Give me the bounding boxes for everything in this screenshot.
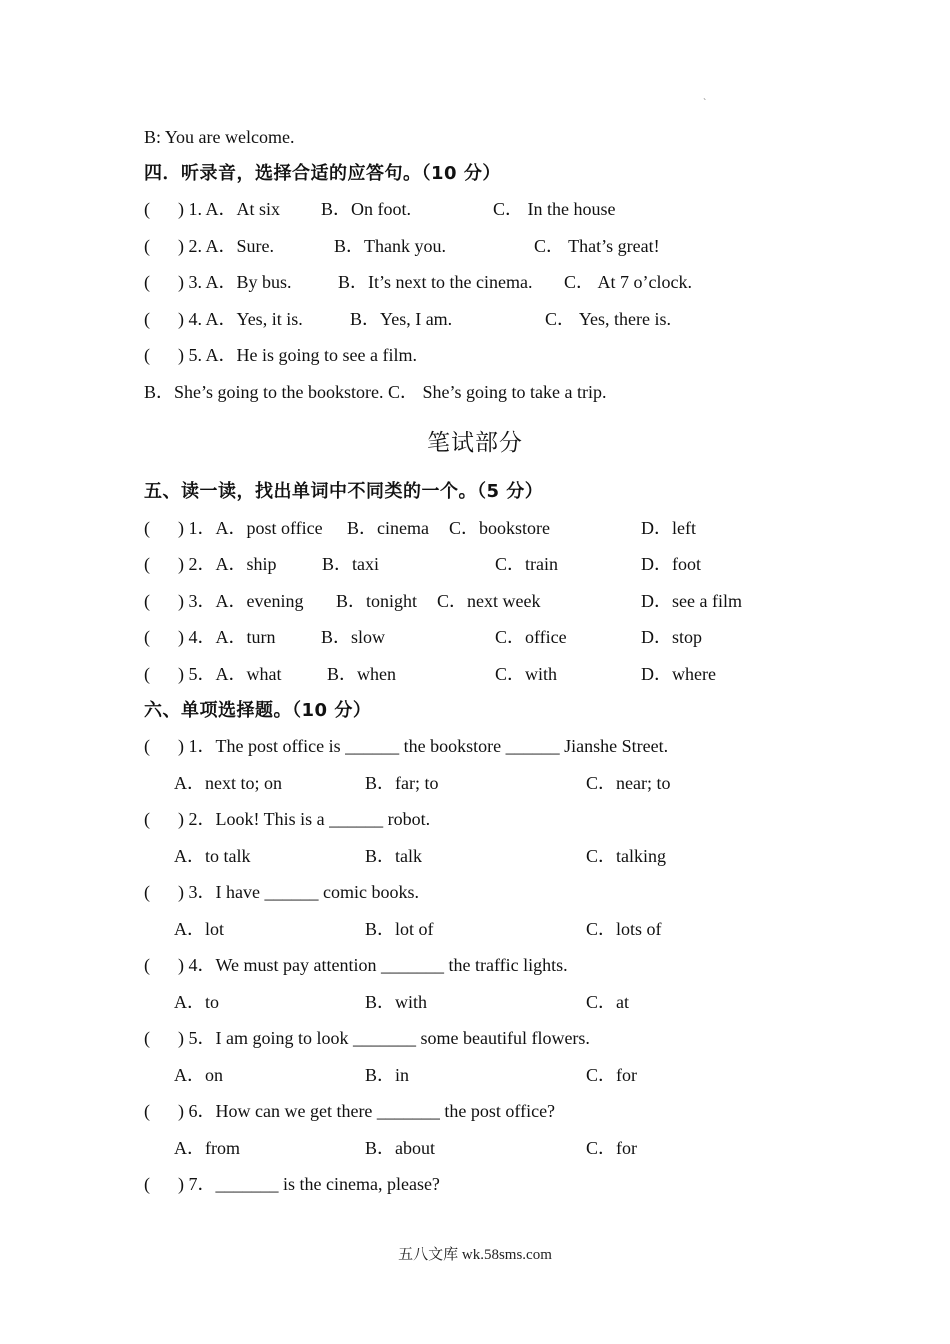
question-option-a: ) 4．A．turn	[178, 627, 276, 647]
question-text: ) 6．How can we get there _______ the post office?	[178, 1101, 556, 1121]
answer-paren: (	[144, 1028, 150, 1048]
answer-paren: (	[144, 199, 150, 219]
answer-paren: (	[144, 627, 150, 647]
question-text: ) 5．I am going to look _______ some beautiful flowers.	[178, 1028, 590, 1048]
answer-paren: (	[144, 882, 150, 902]
option-b: B．about	[365, 1138, 435, 1158]
answer-paren: (	[144, 236, 150, 256]
question-option-a: ) 1. A．At six	[178, 199, 281, 219]
option-b-c: B．She’s going to the bookstore. C． She’s going to take a trip.	[144, 382, 607, 402]
option-c: C．train	[495, 554, 558, 574]
option-d: D．stop	[641, 627, 703, 647]
section4-heading: 四．听录音，选择合适的应答句。（10 分）	[144, 163, 501, 184]
top-answer-line: B: You are welcome.	[144, 127, 295, 147]
option-b: B．talk	[365, 846, 422, 866]
answer-paren: (	[144, 518, 150, 538]
answer-paren: (	[144, 345, 150, 365]
question-option-a: ) 2．A．ship	[178, 554, 277, 574]
option-a: A．on	[174, 1065, 223, 1085]
option-b: B．slow	[321, 627, 386, 647]
option-b: B．On foot.	[321, 199, 411, 219]
option-c: C． At 7 o’clock.	[564, 272, 692, 292]
option-a: A．lot	[174, 919, 225, 939]
question-option-a: ) 3. A．By bus.	[178, 272, 292, 292]
option-c: C． In the house	[493, 199, 616, 219]
written-part-title: 笔试部分	[427, 430, 523, 456]
answer-paren: (	[144, 1174, 150, 1194]
option-b: B．Thank you.	[334, 236, 446, 256]
option-d: D．see a film	[641, 591, 742, 611]
answer-paren: (	[144, 955, 150, 975]
option-c: C．with	[495, 664, 558, 684]
option-b: B．taxi	[322, 554, 379, 574]
answer-paren: (	[144, 809, 150, 829]
option-b: B．tonight	[336, 591, 418, 611]
question-text: ) 4．We must pay attention _______ the traffic lights.	[178, 955, 568, 975]
answer-paren: (	[144, 664, 150, 684]
option-a: A．to	[174, 992, 219, 1012]
option-d: D．foot	[641, 554, 701, 574]
question-option-a: ) 1．A．post office	[178, 518, 323, 538]
option-c: C． That’s great!	[534, 236, 660, 256]
option-c: C．for	[586, 1065, 637, 1085]
option-b: B．lot of	[365, 919, 434, 939]
option-d: D．left	[641, 518, 696, 538]
question-text: ) 7．_______ is the cinema, please?	[178, 1174, 440, 1194]
answer-paren: (	[144, 554, 150, 574]
option-c: C．lots of	[586, 919, 662, 939]
section6-heading: 六、单项选择题。（10 分）	[144, 700, 372, 721]
answer-paren: (	[144, 736, 150, 756]
question-option-a: ) 4. A．Yes, it is.	[178, 309, 303, 329]
option-c: C．for	[586, 1138, 637, 1158]
option-b: B．with	[365, 992, 428, 1012]
answer-paren: (	[144, 591, 150, 611]
option-c: C．office	[495, 627, 567, 647]
section5-heading: 五、读一读，找出单词中不同类的一个。（5 分）	[144, 481, 544, 502]
question-option-a: ) 5．A．what	[178, 664, 282, 684]
option-c: C． Yes, there is.	[545, 309, 672, 329]
question-option-a: ) 5. A．He is going to see a film.	[178, 345, 417, 365]
option-b: B．far; to	[365, 773, 439, 793]
option-b: B．It’s next to the cinema.	[338, 272, 533, 292]
question-text: ) 1．The post office is ______ the bookstore ______ Jianshe Street.	[178, 736, 669, 756]
option-b: B．when	[327, 664, 396, 684]
option-c: C．bookstore	[449, 518, 550, 538]
question-text: ) 3．I have ______ comic books.	[178, 882, 419, 902]
answer-paren: (	[144, 272, 150, 292]
option-b: B．Yes, I am.	[350, 309, 453, 329]
option-c: C．at	[586, 992, 629, 1012]
answer-paren: (	[144, 1101, 150, 1121]
option-d: D．where	[641, 664, 716, 684]
option-b: B．cinema	[347, 518, 429, 538]
option-c: C．next week	[437, 591, 541, 611]
question-option-a: ) 3．A．evening	[178, 591, 304, 611]
option-c: C．talking	[586, 846, 666, 866]
option-a: A．from	[174, 1138, 240, 1158]
option-a: A．to talk	[174, 846, 251, 866]
answer-paren: (	[144, 309, 150, 329]
corner-mark: `	[703, 98, 707, 109]
question-option-a: ) 2. A．Sure.	[178, 236, 274, 256]
footer-watermark: 五八文库 wk.58sms.com	[398, 1247, 552, 1263]
question-text: ) 2．Look! This is a ______ robot.	[178, 809, 431, 829]
option-c: C．near; to	[586, 773, 671, 793]
option-b: B．in	[365, 1065, 410, 1085]
option-a: A．next to; on	[174, 773, 282, 793]
